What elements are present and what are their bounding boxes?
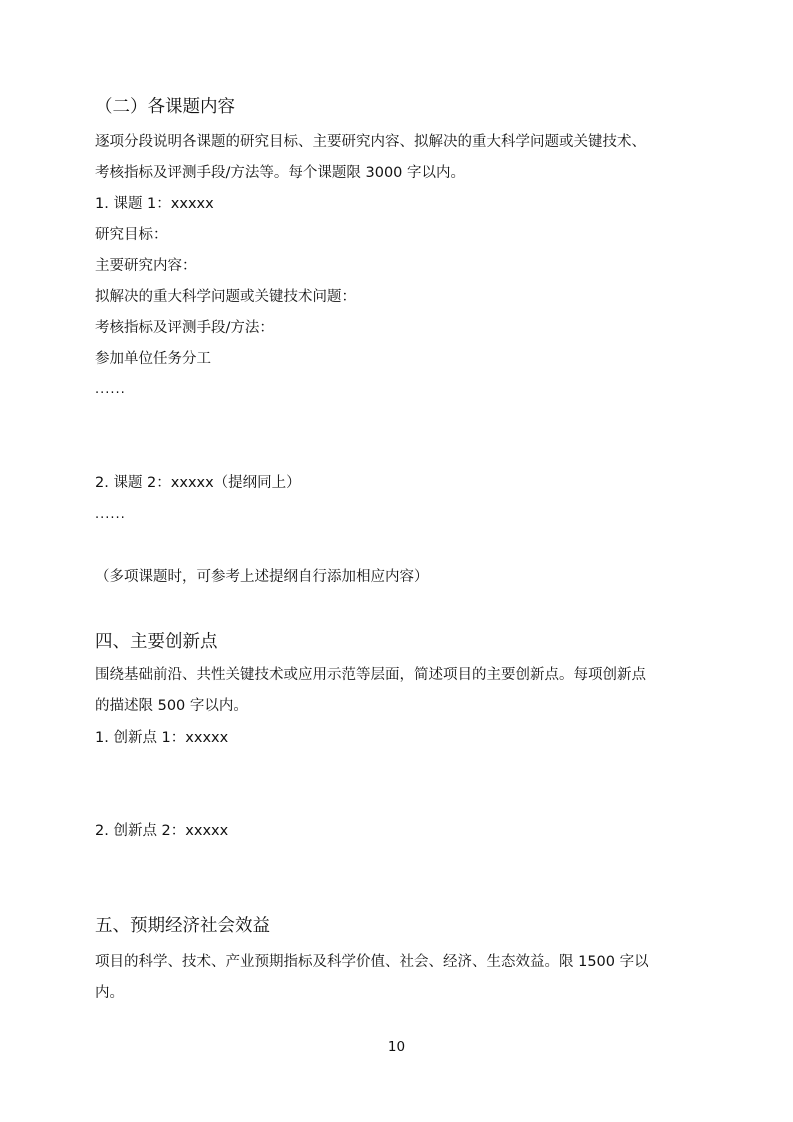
innovation-2: 2. 创新点 2：xxxxx bbox=[95, 823, 229, 839]
section-5-intro-line-1: 项目的科学、技术、产业预期指标及科学价值、社会、经济、生态效益。限 1500 字以 bbox=[95, 954, 649, 970]
topic-1-goal-label: 研究目标： bbox=[95, 227, 168, 243]
topic-1-metrics-label: 考核指标及评测手段/方法： bbox=[95, 320, 274, 336]
topic-1-division-label: 参加单位任务分工 bbox=[95, 351, 211, 367]
section-5-heading: 五、预期经济社会效益 bbox=[95, 916, 270, 936]
section-2-intro-line-2: 考核指标及评测手段/方法等。每个课题限 3000 字以内。 bbox=[95, 165, 466, 181]
topic-2-ellipsis: ...... bbox=[95, 507, 126, 522]
section-4-heading: 四、主要创新点 bbox=[95, 632, 218, 652]
multi-topic-note: （多项课题时，可参考上述提纲自行添加相应内容） bbox=[95, 569, 429, 585]
topic-1-ellipsis: ...... bbox=[95, 382, 126, 397]
topic-1-title: 1. 课题 1：xxxxx bbox=[95, 196, 214, 212]
section-5-intro-line-2: 内。 bbox=[95, 985, 124, 1001]
topic-1-problems-label: 拟解决的重大科学问题或关键技术问题： bbox=[95, 289, 356, 305]
page-number: 10 bbox=[387, 1039, 406, 1055]
topic-2-title: 2. 课题 2：xxxxx（提纲同上） bbox=[95, 475, 301, 491]
innovation-1: 1. 创新点 1：xxxxx bbox=[95, 730, 229, 746]
topic-1-content-label: 主要研究内容： bbox=[95, 258, 197, 274]
section-4-intro-line-1: 围绕基础前沿、共性关键技术或应用示范等层面，简述项目的主要创新点。每项创新点 bbox=[95, 667, 646, 683]
section-2-heading: （二）各课题内容 bbox=[95, 97, 235, 117]
section-4-intro-line-2: 的描述限 500 字以内。 bbox=[95, 698, 248, 714]
section-2-intro-line-1: 逐项分段说明各课题的研究目标、主要研究内容、拟解决的重大科学问题或关键技术、 bbox=[95, 134, 646, 150]
